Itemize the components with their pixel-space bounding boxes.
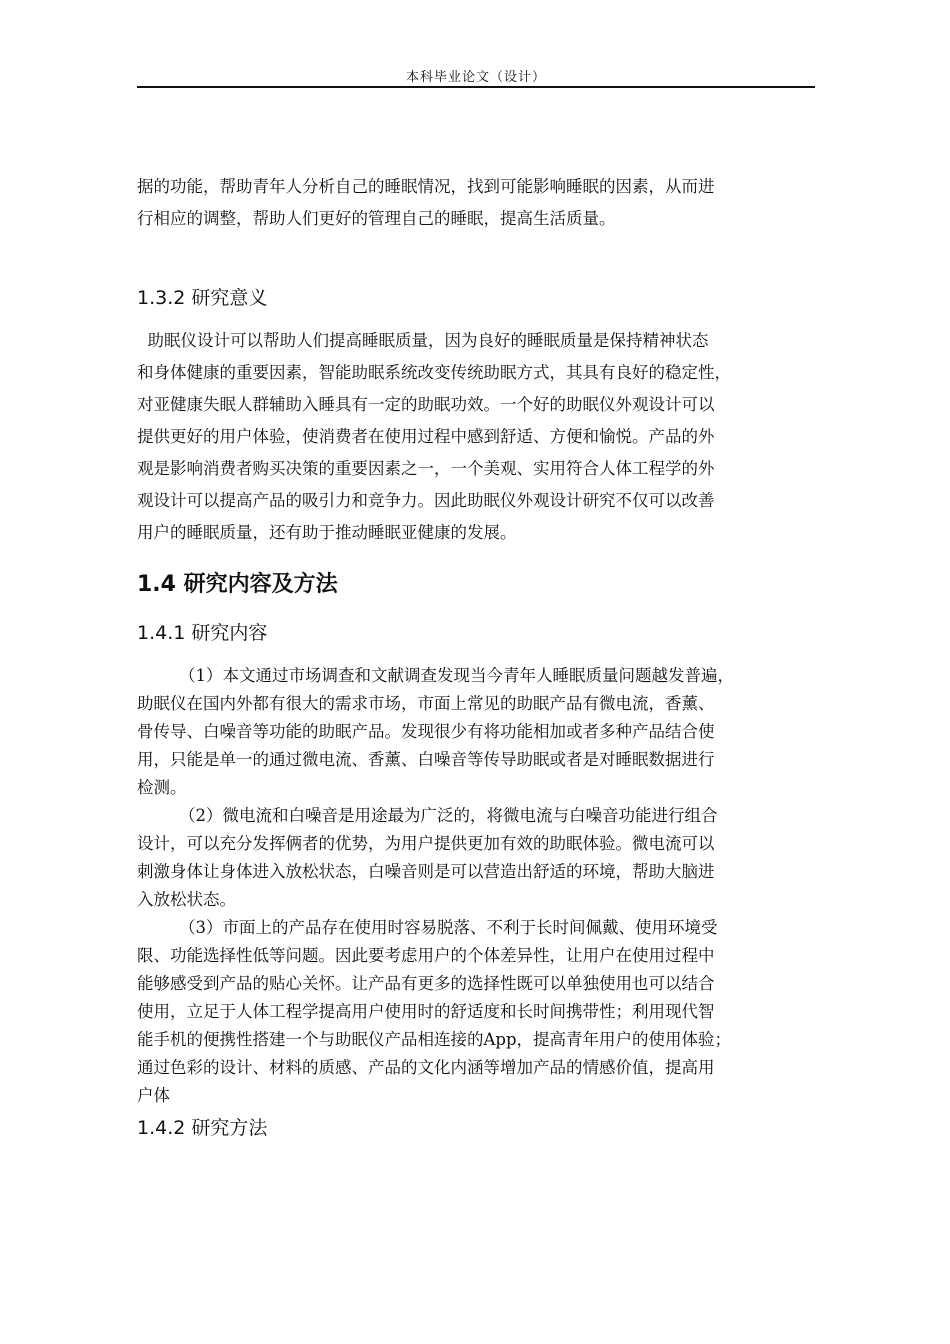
text-line: 助眠仪设计可以帮助人们提高睡眠质量，因为良好的睡眠质量是保持精神状态 [137, 331, 709, 350]
text-line: （3）市面上的产品存在使用时容易脱落、不利于长时间佩戴、使用环境受 [137, 918, 718, 937]
text-line: 检测。 [137, 778, 187, 797]
section-heading-1-3-2: 1.3.2 研究意义 [137, 287, 268, 309]
research-content-paragraph [137, 662, 815, 1110]
text-line: 据的功能，帮助青年人分析自己的睡眠情况，找到可能影响睡眠的因素，从而进 [137, 177, 715, 196]
text-line: 入放松状态。 [137, 890, 236, 909]
text-line: 使用，立足于人体工程学提高用户使用时的舒适度和长时间携带性；利用现代智 [137, 1002, 715, 1021]
text-line: （2）微电流和白噪音是用途最为广泛的，将微电流与白噪音功能进行组合 [137, 806, 718, 825]
text-line: 户体 [137, 1086, 170, 1105]
text-line: 能手机的便携性搭建一个与助眠仪产品相连接的App，提高青年用户的使用体验； [137, 1030, 732, 1049]
significance-paragraph [137, 325, 815, 549]
page-header: 本科毕业论文（设计） [405, 70, 546, 85]
text-line: 限、功能选择性低等问题。因此要考虑用户的个体差异性，让用户在使用过程中 [137, 946, 715, 965]
section-heading-1-4: 1.4 研究内容及方法 [137, 572, 338, 597]
section-heading-1-4-2: 1.4.2 研究方法 [137, 1117, 268, 1139]
text-line: 用户的睡眠质量，还有助于推动睡眠亚健康的发展。 [137, 523, 517, 542]
text-line: 行相应的调整，帮助人们更好的管理自己的睡眠，提高生活质量。 [137, 209, 616, 228]
text-line: 和身体健康的重要因素，智能助眠系统改变传统助眠方式，其具有良好的稳定性， [137, 363, 731, 382]
text-line: 骨传导、白噪音等功能的助眠产品。发现很少有将功能相加或者多种产品结合使 [137, 722, 715, 741]
intro-paragraph [137, 171, 815, 235]
text-line: 对亚健康失眠人群辅助入睡具有一定的助眠功效。一个好的助眠仪外观设计可以 [137, 395, 715, 414]
text-line: 观是影响消费者购买决策的重要因素之一，一个美观、实用符合人体工程学的外 [137, 459, 715, 478]
text-line: 观设计可以提高产品的吸引力和竞争力。因此助眠仪外观设计研究不仅可以改善 [137, 491, 715, 510]
text-line: 通过色彩的设计、材料的质感、产品的文化内涵等增加产品的情感价值，提高用 [137, 1058, 715, 1077]
text-line: 刺激身体让身体进入放松状态，白噪音则是可以营造出舒适的环境，帮助大脑进 [137, 862, 715, 881]
section-heading-1-4-1: 1.4.1 研究内容 [137, 622, 268, 644]
header-rule [137, 86, 815, 88]
text-line: （1）本文通过市场调查和文献调查发现当今青年人睡眠质量问题越发普遍， [137, 666, 734, 685]
text-line: 提供更好的用户体验，使消费者在使用过程中感到舒适、方便和愉悦。产品的外 [137, 427, 715, 446]
text-line: 用，只能是单一的通过微电流、香薰、白噪音等传导助眠或者是对睡眠数据进行 [137, 750, 715, 769]
text-line: 设计，可以充分发挥俩者的优势，为用户提供更加有效的助眠体验。微电流可以 [137, 834, 715, 853]
text-line: 能够感受到产品的贴心关怀。让产品有更多的选择性既可以单独使用也可以结合 [137, 974, 715, 993]
text-line: 助眠仪在国内外都有很大的需求市场，市面上常见的助眠产品有微电流，香薰、 [137, 694, 715, 713]
